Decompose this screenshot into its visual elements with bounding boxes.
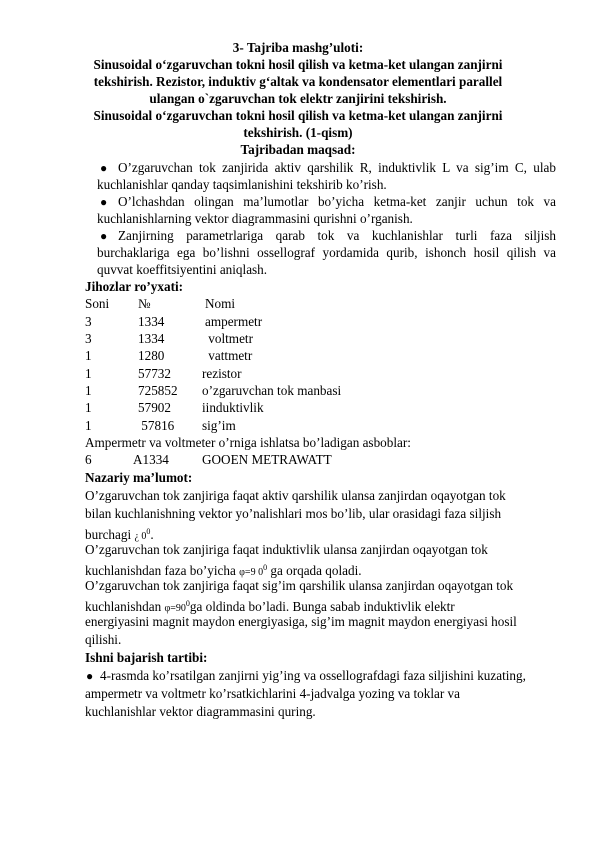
col-header-number: №	[138, 296, 151, 311]
equipment-row-qty: 1	[85, 400, 92, 415]
equipment-row-no: 725852	[138, 383, 178, 398]
theory-p1-prefix: burchagi	[85, 527, 135, 542]
equipment-row-no: 1334	[138, 331, 165, 346]
equipment-row-qty: 3	[85, 331, 92, 346]
equipment-row-no: 1334	[138, 314, 165, 329]
aim-3-line-2: burchaklariga ega bo’lishni ossellograf yordamida qurib, ishonch hosil qilish va	[97, 245, 556, 260]
equipment-row-name: o’zgaruvchan tok manbasi	[202, 383, 342, 398]
theory-heading: Nazariy ma’lumot:	[85, 470, 193, 485]
aim-1-line-1: O’zgaruvchan tok zanjirida aktiv qarshilik R, induktivlik L va sig’im C, ulab	[118, 160, 556, 175]
equipment-row-no: 1280	[138, 348, 165, 363]
phase-formula: φ=9 0	[239, 567, 264, 578]
bullet-icon: ●	[86, 669, 94, 683]
page-title: 3- Tajriba mashg’uloti:	[232, 40, 364, 55]
equipment-row-qty: 1	[85, 418, 92, 433]
subtitle-line-1: Sinusoidal o‘zgaruvchan tokni hosil qilish va ketma-ket ulangan zanjirni	[93, 57, 503, 72]
equipment-row-qty: 1	[85, 366, 92, 381]
subtitle-line-2: tekshirish. Rezistor, induktiv g‘altak va kondensator elementlari parallel	[93, 74, 503, 89]
theory-p2-line-1: O’zgaruvchan tok zanjiriga faqat induktivlik ulansa zanjirdan oqayotgan tok	[85, 542, 488, 557]
theory-p3-line-1: O’zgaruvchan tok zanjiriga faqat sig’im qarshilik ulansa zanjirdan oqayotgan tok	[85, 578, 514, 593]
aim-3-line-1: Zanjirning parametrlariga qarab tok va kuchlanishlar turli faza siljish	[118, 228, 556, 243]
aim-1-line-2: kuchlanishlar qanday taqsimlanishini tekshirib ko’rish.	[97, 177, 387, 192]
phase-formula: φ=90	[164, 603, 186, 614]
alt-row-qty: 6	[85, 452, 92, 467]
equipment-row-qty: 1	[85, 383, 92, 398]
theory-p2-suffix: ga orqada qoladi.	[267, 563, 362, 578]
bullet-icon: ●	[100, 229, 108, 243]
procedure-line-1: 4-rasmda ko’rsatilgan zanjirni yig’ing va ossellografdagi faza siljishini kuzating,	[100, 668, 526, 683]
degree-sup: 0	[146, 527, 151, 536]
alternative-instruments-line: Ampermetr va voltmeter o’rniga ishlatsa bo’ladigan asboblar:	[85, 435, 411, 450]
phase-formula: ¿ 0	[134, 531, 147, 542]
aim-2-line-2: kuchlanishlarning vektor diagrammasini qurishni o’rganish.	[97, 211, 413, 226]
equipment-row-name: ampermetr	[205, 314, 263, 329]
theory-p3-prefix: kuchlanishdan	[85, 599, 165, 614]
equipment-row-no: 57732	[138, 366, 171, 381]
aim-2-line-1: O’lchashdan olingan ma’lumotlar bo’yicha ketma-ket zanjir uchun tok va	[118, 194, 556, 209]
equipment-row-name: vattmetr	[205, 348, 253, 363]
subtitle2-line-1: Sinusoidal o‘zgaruvchan tokni hosil qilish va ketma-ket ulangan zanjirni	[93, 108, 503, 123]
alt-row-name: GOOEN METRAWATT	[202, 452, 332, 467]
subtitle-line-3: ulangan o`zgaruvchan tok elektr zanjirini tekshirish.	[149, 91, 447, 106]
procedure-heading: Ishni bajarish tartibi:	[85, 650, 208, 665]
equipment-row-name: rezistor	[202, 366, 242, 381]
subtitle2-line-2: tekshirish. (1-qism)	[243, 125, 353, 140]
degree-sup: 0	[263, 563, 268, 572]
theory-p1-line-1: O’zgaruvchan tok zanjiriga faqat aktiv qarshilik ulansa zanjirdan oqayotgan tok	[85, 488, 506, 503]
equipment-row-name: voltmetr	[205, 331, 253, 346]
equipment-row-qty: 3	[85, 314, 92, 329]
theory-p1-line-2: bilan kuchlanishning vektor yo’nalishlari mos bo’lib, ular orasidagi faza siljish	[85, 506, 502, 521]
theory-p3-suffix: ga oldinda bo’ladi. Bunga sabab induktivlik elektr	[189, 599, 455, 614]
equipment-row-name: iinduktivlik	[202, 400, 264, 415]
theory-p1-suffix: .	[150, 527, 154, 542]
degree-sup: 0	[185, 599, 190, 608]
theory-p3-line-4: qilishi.	[85, 632, 122, 647]
aim-heading: Tajribadan maqsad:	[240, 142, 356, 157]
alt-row-no: A1334	[133, 452, 169, 467]
bullet-icon: ●	[100, 161, 108, 175]
equipment-row-name: sig’im	[202, 418, 236, 433]
col-header-nomi: Nomi	[205, 296, 236, 311]
equipment-heading: Jihozlar ro’yxati:	[85, 279, 184, 294]
col-header-soni: Soni	[85, 296, 110, 311]
equipment-row-no: 57902	[138, 400, 171, 415]
equipment-row-no: 57816	[138, 418, 175, 433]
theory-p2-prefix: kuchlanishdan faza bo’yicha	[85, 563, 240, 578]
procedure-line-2: ampermetr va voltmetr ko’rsatkichlarini 4-jadvalga yozing va toklar va	[85, 686, 460, 701]
aim-3-line-3: quvvat koeffitsiyentini aniqlash.	[97, 262, 268, 277]
procedure-line-3: kuchlanishlar vektor diagrammasini quring.	[85, 704, 316, 719]
theory-p3-line-3: energiyasini magnit maydon energiyasiga, sig’im magnit maydon energiyasi hosil	[85, 614, 517, 629]
equipment-row-qty: 1	[85, 348, 92, 363]
bullet-icon: ●	[100, 195, 108, 209]
